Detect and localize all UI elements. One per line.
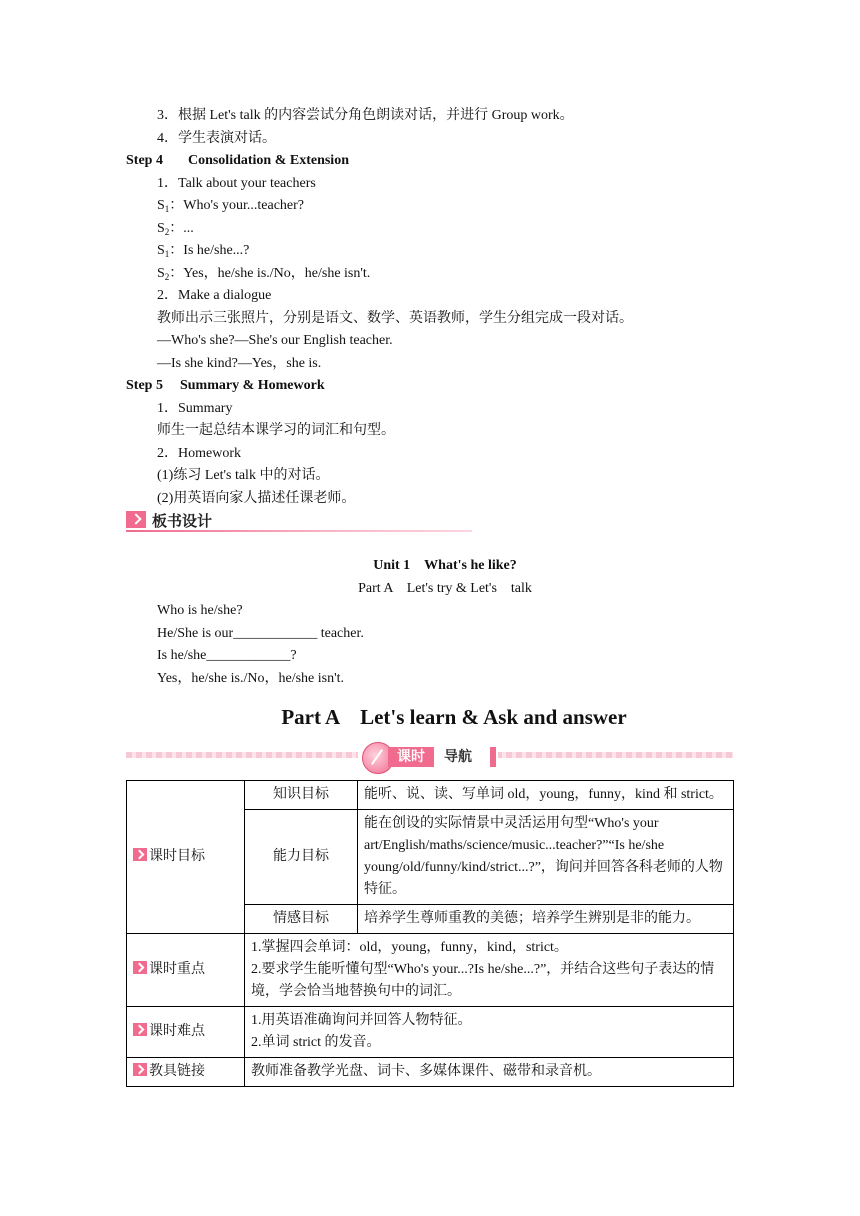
dialogue-s2-text2: ：Yes，he/she is./No，he/she isn't. xyxy=(169,266,371,281)
lesson-goals-table xyxy=(126,780,734,1087)
step5-heading xyxy=(126,377,325,395)
nav-pill: 课时 xyxy=(388,747,434,767)
board-unit-title: Unit 1 What's he like? xyxy=(373,558,517,573)
step4-description: 教师出示三张照片，分别是语文、数学、英语教师，学生分组完成一段对话。 xyxy=(157,311,633,326)
board-line1: Who is he/she? xyxy=(157,603,243,618)
chevron-right-icon xyxy=(126,511,146,528)
key-point-2: 2.要求学生能听懂句型“Who's your...?Is he/she...?”，并结合这些句子表达的情境，学会恰当地替换句中的词汇。 xyxy=(251,962,715,999)
dialogue-example2: —Is she kind?—Yes，she is. xyxy=(157,356,322,371)
chevron-right-icon xyxy=(133,1023,147,1036)
table-row xyxy=(127,934,734,1007)
banner-end-mark xyxy=(490,747,496,767)
dialogue-s1-line1: $S_1$：Who's your...teacher? xyxy=(157,198,304,214)
teaching-tools: 教师准备教学光盘、词卡、多媒体课件、磁带和录音机。 xyxy=(245,1058,734,1087)
lesson-nav-banner xyxy=(126,740,733,774)
dialogue-s1-line2: $S_1$：Is he/she...? xyxy=(157,243,250,259)
step3-item3: 3．根据 Let's talk 的内容尝试分角色朗读对话，并进行 Group work。 xyxy=(157,108,574,123)
step5-description: 师生一起总结本课学习的词汇和句型。 xyxy=(157,423,395,438)
emotion-goal: 培养学生尊师重教的美德；培养学生辨别是非的能力。 xyxy=(358,905,734,934)
step4-title: Consolidation & Extension xyxy=(187,153,349,168)
table-row xyxy=(127,1007,734,1058)
dialogue-s1-text1: ：Who's your...teacher? xyxy=(169,198,304,213)
key-point-1: 1.掌握四会单词：old，young，funny，kind，strict。 xyxy=(251,940,568,955)
difficulty-label: 课时难点 xyxy=(149,1024,205,1039)
step3-item4: 4．学生表演对话。 xyxy=(157,131,276,146)
dialogue-s1-text2: ：Is he/she...? xyxy=(169,243,250,258)
table-row xyxy=(127,1058,734,1087)
chevron-right-icon xyxy=(133,848,147,861)
homework-1: (1)练习 Let's talk 中的对话。 xyxy=(157,468,330,483)
goals-row-head xyxy=(127,781,245,934)
banner-label xyxy=(358,742,498,770)
nav-text: 导航 xyxy=(444,749,472,765)
emotion-label: 情感目标 xyxy=(245,905,358,934)
goals-label: 课时目标 xyxy=(149,849,205,864)
step5-item1: 1．Summary xyxy=(157,401,233,416)
tools-row-head xyxy=(127,1058,245,1087)
chevron-right-icon xyxy=(133,1063,147,1076)
table-row xyxy=(127,781,734,810)
step4-item1: 1．Talk about your teachers xyxy=(157,176,316,191)
step5-item2: 2．Homework xyxy=(157,446,241,461)
board-design-title: 板书设计 xyxy=(152,512,213,530)
step4-item2: 2．Make a dialogue xyxy=(157,288,272,303)
chevron-right-icon xyxy=(133,961,147,974)
dialogue-s2-line1: $S_2$：... xyxy=(157,221,194,237)
board-part-title: Part A Let's try & Let's talk xyxy=(358,581,532,596)
part-heading: Part A Let's learn & Ask and answer xyxy=(281,705,627,729)
dialogue-s2-line2: $S_2$：Yes，he/she is./No，he/she isn't. xyxy=(157,266,371,282)
key-label: 课时重点 xyxy=(149,962,205,977)
difficulty-points xyxy=(245,1007,734,1058)
knowledge-goal: 能听、说、读、写单词 old，young，funny，kind 和 strict。 xyxy=(358,781,734,810)
difficulty-point-1: 1.用英语准确询问并回答人物特征。 xyxy=(251,1013,472,1028)
key-points xyxy=(245,934,734,1007)
step5-number: Step 5 xyxy=(126,378,163,393)
board-design-section-header xyxy=(126,509,472,532)
homework-2: (2)用英语向家人描述任课老师。 xyxy=(157,491,356,506)
board-line3: Is he/she____________? xyxy=(157,648,297,663)
ability-goal: 能在创设的实际情景中灵活运用句型“Who's your art/English/maths/science/music...teacher?”“Is he/she young/old/funny/kind/strict...?”，询问并回答各科老师的人物特征。 xyxy=(358,810,734,905)
board-line2: He/She is our____________ teacher. xyxy=(157,626,364,641)
ability-label: 能力目标 xyxy=(245,810,358,905)
step5-title: Summary & Homework xyxy=(179,378,325,393)
key-row-head xyxy=(127,934,245,1007)
difficulty-point-2: 2.单词 strict 的发音。 xyxy=(251,1035,381,1050)
difficulty-row-head xyxy=(127,1007,245,1058)
dialogue-s2-text1: ：... xyxy=(169,221,194,236)
knowledge-label: 知识目标 xyxy=(245,781,358,810)
step4-number: Step 4 xyxy=(126,153,163,168)
board-line4: Yes，he/she is./No，he/she isn't. xyxy=(157,671,344,686)
step4-heading xyxy=(126,152,349,170)
section-divider xyxy=(126,530,472,532)
tools-label: 教具链接 xyxy=(149,1064,205,1079)
dialogue-example1: —Who's she?—She's our English teacher. xyxy=(157,333,393,348)
